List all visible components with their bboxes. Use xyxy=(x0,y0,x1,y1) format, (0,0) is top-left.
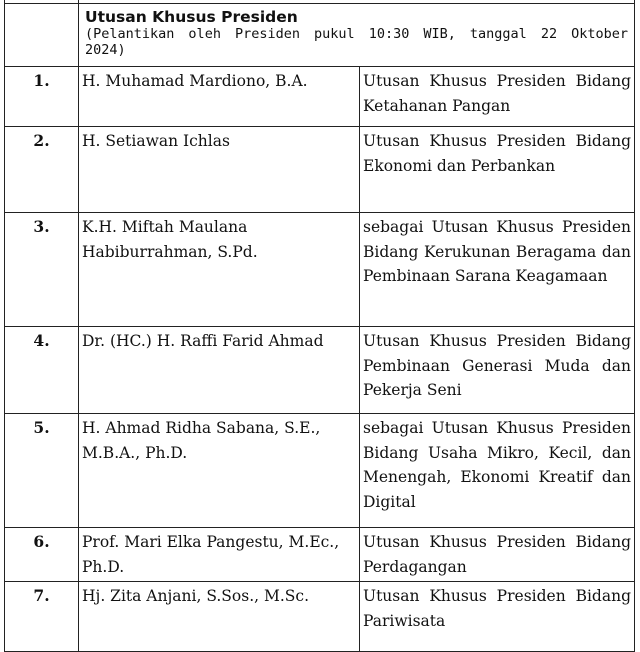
table-row xyxy=(5,327,635,414)
row-position: Utusan Khusus Presiden Bidang Perdagangan xyxy=(360,528,635,582)
row-number: 5. xyxy=(5,414,79,528)
row-position: Utusan Khusus Presiden Bidang Pariwisata xyxy=(360,582,635,652)
row-position: Utusan Khusus Presiden Bidang Ekonomi dan Perbankan xyxy=(360,127,635,213)
row-name: Hj. Zita Anjani, S.Sos., M.Sc. xyxy=(79,582,360,652)
row-name: H. Ahmad Ridha Sabana, S.E., M.B.A., Ph.D. xyxy=(79,414,360,528)
appointments-table xyxy=(4,0,635,652)
row-position: sebagai Utusan Khusus Presiden Bidang Usaha Mikro, Kecil, dan Menengah, Ekonomi Kreatif dan Digital xyxy=(360,414,635,528)
table-row xyxy=(5,67,635,127)
section-header-cell xyxy=(79,4,635,67)
table-cell xyxy=(5,4,79,67)
row-name: Prof. Mari Elka Pangestu, M.Ec., Ph.D. xyxy=(79,528,360,582)
row-position: Utusan Khusus Presiden Bidang Pembinaan Generasi Muda dan Pekerja Seni xyxy=(360,327,635,414)
row-number: 7. xyxy=(5,582,79,652)
row-name: H. Muhamad Mardiono, B.A. xyxy=(79,67,360,127)
row-position: Utusan Khusus Presiden Bidang Ketahanan Pangan xyxy=(360,67,635,127)
row-name: H. Setiawan Ichlas xyxy=(79,127,360,213)
section-header-row xyxy=(5,4,635,67)
table-row xyxy=(5,127,635,213)
row-name: Dr. (HC.) H. Raffi Farid Ahmad xyxy=(79,327,360,414)
table-row xyxy=(5,528,635,582)
table-row xyxy=(5,582,635,652)
section-title: Utusan Khusus Presiden xyxy=(85,8,298,26)
row-number: 2. xyxy=(5,127,79,213)
table-row xyxy=(5,414,635,528)
row-number: 3. xyxy=(5,213,79,327)
table-row xyxy=(5,213,635,327)
row-number: 1. xyxy=(5,67,79,127)
row-name: K.H. Miftah Maulana Habiburrahman, S.Pd. xyxy=(79,213,360,327)
row-number: 4. xyxy=(5,327,79,414)
row-number: 6. xyxy=(5,528,79,582)
row-position: sebagai Utusan Khusus Presiden Bidang Kerukunan Beragama dan Pembinaan Sarana Keagamaan xyxy=(360,213,635,327)
section-subtitle: (Pelantikan oleh Presiden pukul 10:30 WIB, tanggal 22 Oktober 2024) xyxy=(85,26,628,58)
